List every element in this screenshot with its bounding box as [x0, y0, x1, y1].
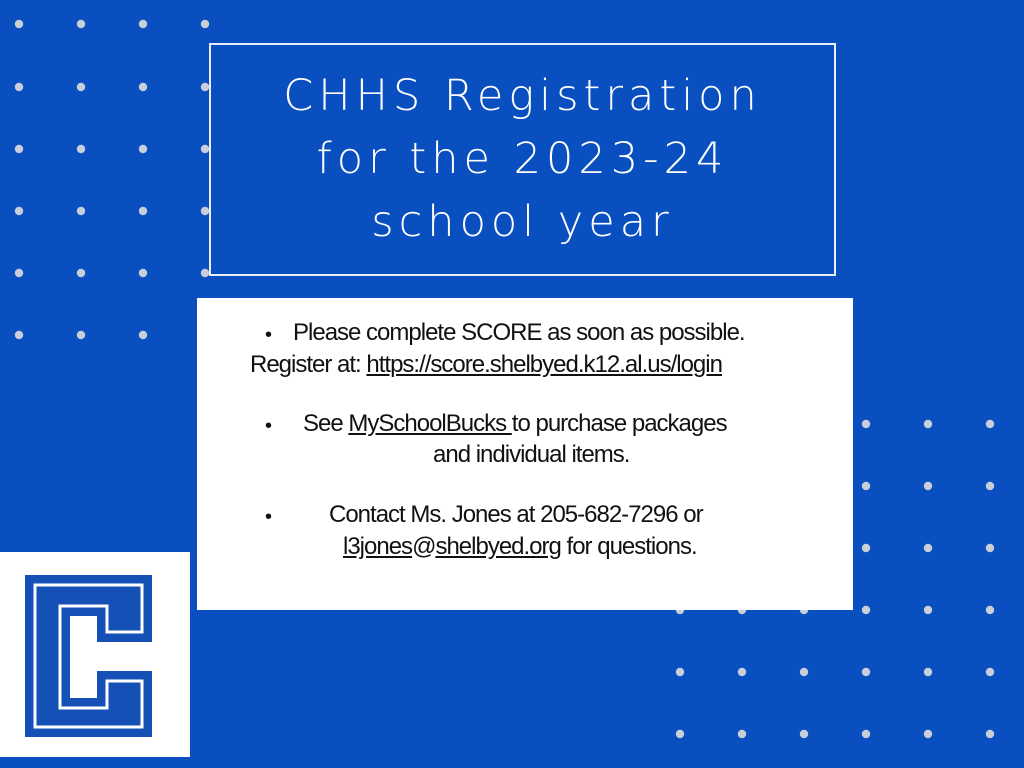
decorative-dot — [201, 145, 209, 153]
decorative-dot — [862, 730, 870, 738]
decorative-dot — [139, 269, 147, 277]
decorative-dot — [924, 544, 932, 552]
decorative-dot — [862, 668, 870, 676]
email-at: @ — [412, 533, 436, 560]
title-box — [209, 43, 836, 276]
decorative-dot — [15, 83, 23, 91]
decorative-dot — [15, 269, 23, 277]
decorative-dot — [201, 83, 209, 91]
decorative-dot — [77, 83, 85, 91]
decorative-dot — [139, 331, 147, 339]
decorative-dot — [862, 544, 870, 552]
myschoolbucks-link[interactable]: MySchoolBucks — [348, 410, 512, 437]
decorative-dot — [924, 730, 932, 738]
decorative-dot — [986, 420, 994, 428]
letter-c-logo-icon — [0, 552, 190, 757]
decorative-dot — [862, 420, 870, 428]
decorative-dot — [986, 730, 994, 738]
decorative-dot — [924, 668, 932, 676]
decorative-dot — [738, 730, 746, 738]
decorative-dot — [15, 331, 23, 339]
purchase-text: to purchase packages — [511, 410, 727, 437]
decorative-dot — [139, 20, 147, 28]
title-line-1: CHHS Registration — [283, 71, 762, 121]
decorative-dot — [15, 207, 23, 215]
title-line-2: for the 2023-24 — [316, 134, 729, 184]
decorative-dot — [924, 420, 932, 428]
decorative-dot — [139, 83, 147, 91]
register-prefix: Register at: — [250, 351, 367, 378]
myschoolbucks-line — [303, 408, 727, 439]
email-user-link[interactable]: l3jones — [343, 533, 413, 560]
decorative-dot — [800, 730, 808, 738]
individual-items-text: and individual items. — [433, 441, 630, 468]
decorative-dot — [986, 668, 994, 676]
decorative-dot — [15, 20, 23, 28]
email-domain-link[interactable]: shelbyed.org — [435, 533, 561, 560]
score-login-link[interactable]: https://score.shelbyed.k12.al.us/login — [366, 351, 722, 378]
decorative-dot — [201, 269, 209, 277]
bullet-3: • — [265, 506, 272, 528]
decorative-dot — [77, 145, 85, 153]
decorative-dot — [77, 269, 85, 277]
contact-line: Contact Ms. Jones at 205-682-7296 or — [329, 501, 703, 528]
decorative-dot — [201, 207, 209, 215]
questions-text: for questions. — [560, 533, 697, 560]
decorative-dot — [924, 606, 932, 614]
register-line — [250, 349, 722, 380]
decorative-dot — [800, 668, 808, 676]
decorative-dot — [77, 207, 85, 215]
logo-box — [0, 552, 190, 757]
info-box — [197, 298, 853, 610]
decorative-dot — [862, 482, 870, 490]
decorative-dot — [77, 331, 85, 339]
decorative-dot — [986, 606, 994, 614]
see-prefix: See — [303, 410, 349, 437]
decorative-dot — [862, 606, 870, 614]
decorative-dot — [676, 668, 684, 676]
email-line — [343, 531, 697, 562]
decorative-dot — [676, 730, 684, 738]
decorative-dot — [986, 482, 994, 490]
decorative-dot — [15, 145, 23, 153]
score-instruction: Please complete SCORE as soon as possible. — [293, 319, 745, 346]
decorative-dot — [77, 20, 85, 28]
decorative-dot — [201, 20, 209, 28]
title-line-3: school year — [371, 197, 674, 247]
decorative-dot — [738, 668, 746, 676]
bullet-1: • — [265, 324, 272, 346]
decorative-dot — [139, 145, 147, 153]
decorative-dot — [924, 482, 932, 490]
decorative-dot — [139, 207, 147, 215]
bullet-2: • — [265, 415, 272, 437]
decorative-dot — [986, 544, 994, 552]
